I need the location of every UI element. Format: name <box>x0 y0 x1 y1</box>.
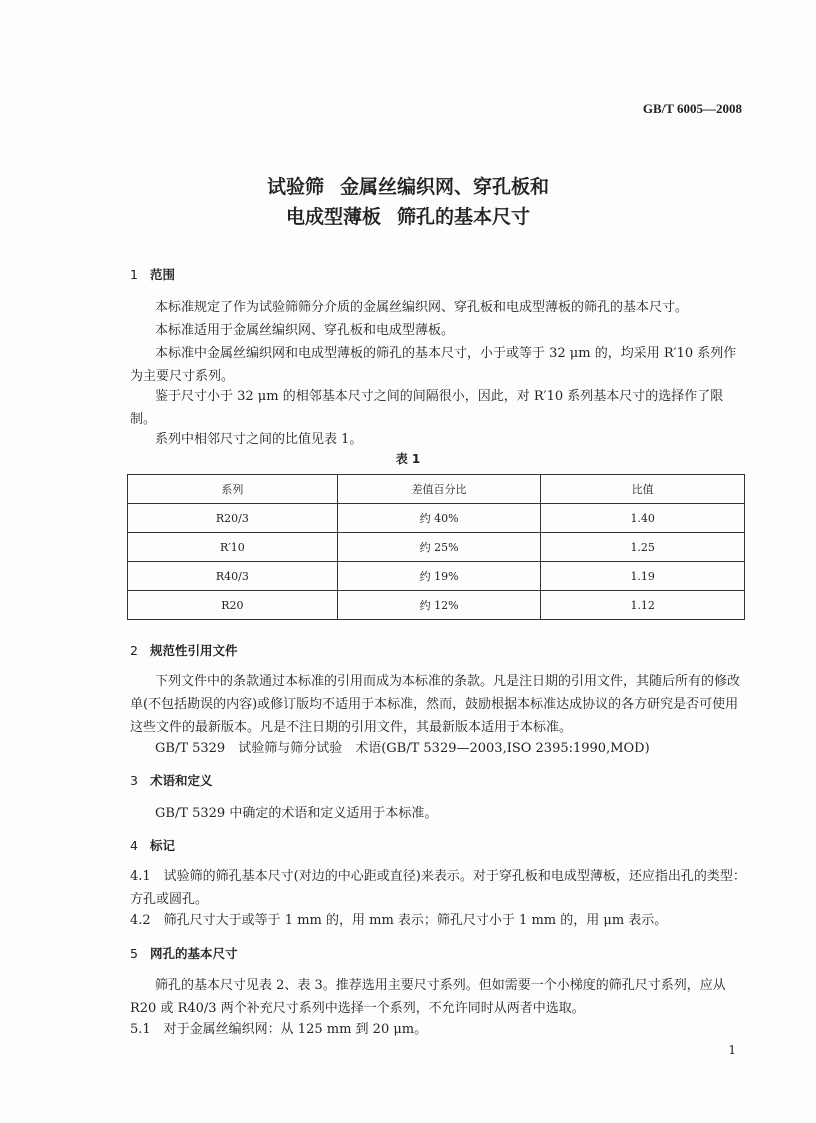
section-number: 5 <box>130 946 138 961</box>
table-cell: 1.12 <box>541 591 745 620</box>
table-cell: R′10 <box>128 533 338 562</box>
table-cell: R20 <box>128 591 338 620</box>
section-title: 术语和定义 <box>150 773 213 788</box>
section-title: 范围 <box>150 267 176 282</box>
ratio-table <box>127 474 745 620</box>
paragraph: 下列文件中的条款通过本标准的引用而成为本标准的条款。凡是注日期的引用文件，其随后所有的修改单(不包括勘误的内容)或修订版均不适用于本标准，然而，鼓励根据本标准达成协议的各方研究是否可使用这些文件的最新版本。凡是不注日期的引用文件，其最新版本适用于本标准。 <box>130 674 741 735</box>
clause: 4.2 筛孔尺寸大于或等于 1 mm 的，用 mm 表示；筛孔尺寸小于 1 mm 的，用 μm 表示。 <box>130 913 668 928</box>
paragraph: 系列中相邻尺寸之间的比值见表 1。 <box>155 432 363 447</box>
paragraph: 本标准中金属丝编织网和电成型薄板的筛孔的基本尺寸，小于或等于 32 μm 的，均采用 R′10 系列作为主要尺寸系列。 <box>130 346 737 384</box>
reference-entry: GB/T 5329 试验筛与筛分试验 术语(GB/T 5329—2003,ISO 2395:1990,MOD) <box>155 741 650 756</box>
table-cell: 约 12% <box>337 591 541 620</box>
clause: 4.1 试验筛的筛孔基本尺寸(对边的中心距或直径)来表示。对于穿孔板和电成型薄板，还应指出孔的类型：方孔或圆孔。 <box>130 869 746 907</box>
table-row <box>128 591 745 620</box>
section-number: 2 <box>130 643 138 658</box>
title-part: 筛孔的基本尺寸 <box>397 206 531 228</box>
table-row <box>128 562 745 591</box>
title-part: 电成型薄板 <box>285 206 381 228</box>
table-cell: 1.25 <box>541 533 745 562</box>
table-cell: 约 40% <box>337 504 541 533</box>
table-header-cell: 比值 <box>541 475 745 504</box>
section-heading <box>130 836 175 854</box>
table-header-cell: 系列 <box>128 475 338 504</box>
table-cell: 约 19% <box>337 562 541 591</box>
table-cell: R40/3 <box>128 562 338 591</box>
table-header-row <box>128 475 745 504</box>
section-number: 1 <box>130 267 138 282</box>
paragraph: 筛孔的基本尺寸见表 2、表 3。推荐选用主要尺寸系列。但如需要一个小梯度的筛孔尺寸系列，应从 R20 或 R40/3 两个补充尺寸系列中选择一个系列，不允许同时从两者中选取。 <box>130 978 726 1016</box>
section-title: 标记 <box>150 838 176 853</box>
section-heading <box>130 265 175 283</box>
table-caption: 表 1 <box>395 452 421 466</box>
title-part: 金属丝编织网、穿孔板和 <box>340 176 550 198</box>
table-header-cell: 差值百分比 <box>337 475 541 504</box>
table-cell: 约 25% <box>337 533 541 562</box>
section-heading <box>130 641 238 659</box>
page-number: 1 <box>728 1043 736 1057</box>
title-part: 试验筛 <box>266 176 324 198</box>
section-title: 网孔的基本尺寸 <box>150 946 238 961</box>
paragraph: GB/T 5329 中确定的术语和定义适用于本标准。 <box>155 806 438 821</box>
paragraph: 本标准规定了作为试验筛筛分介质的金属丝编织网、穿孔板和电成型薄板的筛孔的基本尺寸。 <box>155 300 689 315</box>
table-cell: 1.19 <box>541 562 745 591</box>
title-line-2 <box>0 202 816 232</box>
table-cell: 1.40 <box>541 504 745 533</box>
section-heading <box>130 944 238 962</box>
clause: 5.1 对于金属丝编织网：从 125 mm 到 20 μm。 <box>130 1022 428 1037</box>
title-line-1 <box>0 172 816 202</box>
table-row <box>128 533 745 562</box>
section-number: 3 <box>130 773 138 788</box>
section-title: 规范性引用文件 <box>150 643 238 658</box>
standard-code: GB/T 6005—2008 <box>642 101 742 116</box>
document-title <box>0 172 816 232</box>
table-cell: R20/3 <box>128 504 338 533</box>
section-number: 4 <box>130 838 138 853</box>
paragraph: 本标准适用于金属丝编织网、穿孔板和电成型薄板。 <box>155 323 455 338</box>
section-heading <box>130 771 213 789</box>
paragraph: 鉴于尺寸小于 32 μm 的相邻基本尺寸之间的间隔很小，因此，对 R′10 系列基本尺寸的选择作了限制。 <box>130 389 724 427</box>
table-row <box>128 504 745 533</box>
